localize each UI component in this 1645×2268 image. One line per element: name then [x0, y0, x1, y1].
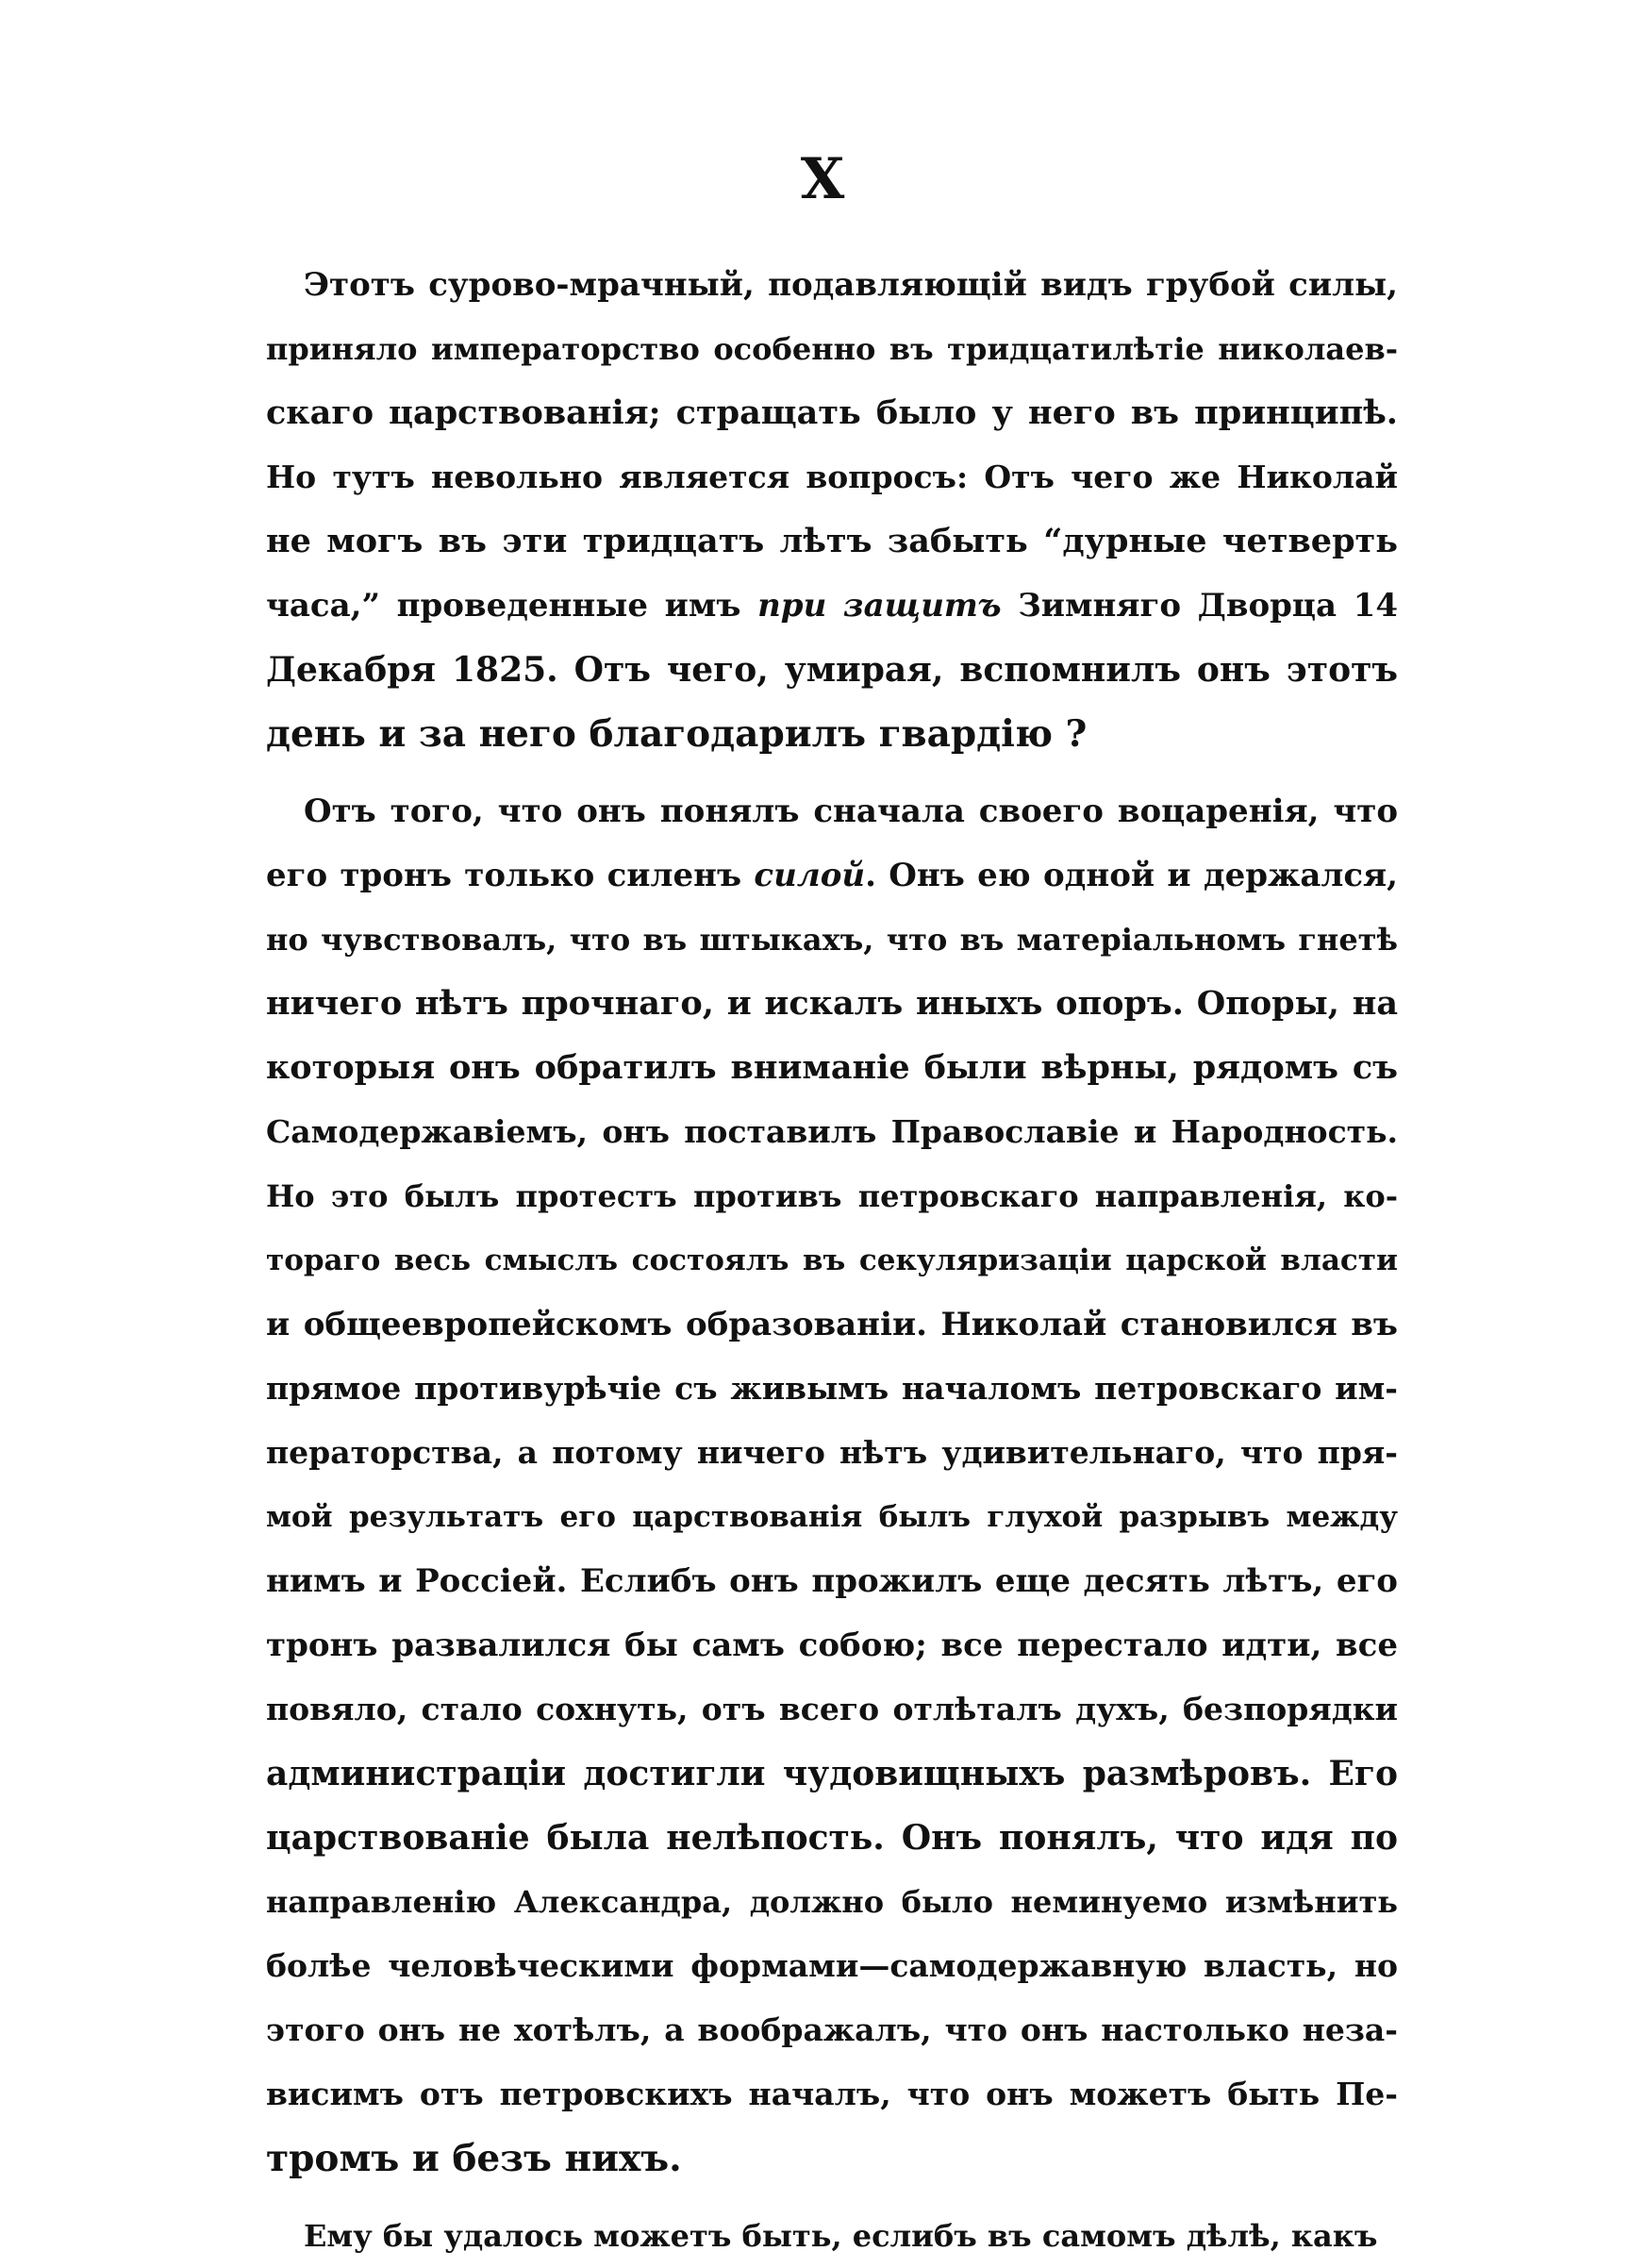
- line-segment: мой результатъ его царствованія былъ глухой разрывъ между: [266, 1500, 1398, 1534]
- text-line: [266, 1228, 1398, 1292]
- text-line: [266, 253, 1398, 317]
- text-line: [266, 574, 1398, 638]
- line-segment: скаго царствованія; стращать было у него въ принципѣ.: [266, 393, 1398, 432]
- text-line: [266, 1292, 1398, 1357]
- text-line: [266, 1485, 1398, 1549]
- line-segment: Этотъ сурово-мрачный, подавляющій видъ грубой силы,: [304, 266, 1398, 304]
- text-line: [266, 317, 1398, 381]
- text-line: [266, 972, 1398, 1036]
- line-segment: тронъ развалился бы самъ собою; все перестало идти, все: [266, 1626, 1398, 1664]
- emphasis-text: при защитъ: [757, 587, 1002, 625]
- text-line: [266, 1164, 1398, 1228]
- text-line: [266, 509, 1398, 574]
- line-segment: Но это былъ протестъ противъ петровскаго направленія, ко-: [266, 1178, 1398, 1214]
- text-line: [266, 1998, 1398, 2062]
- text-line: [266, 1613, 1398, 1677]
- line-segment: часа,” проведенные имъ: [266, 587, 758, 625]
- text-line: [266, 1870, 1398, 1934]
- text-line: [266, 843, 1398, 908]
- text-line: [266, 1806, 1398, 1870]
- page-number: X: [800, 146, 845, 212]
- text-line: [266, 1677, 1398, 1742]
- text-line: [266, 1934, 1398, 1998]
- line-segment: царствованіе была нелѣпость. Онъ понялъ, что идя по: [266, 1818, 1398, 1858]
- text-line: [266, 2062, 1398, 2126]
- line-segment: приняло императорство особенно въ тридцатилѣтіе николаев-: [266, 331, 1398, 367]
- line-segment: . Онъ ею одной и держался,: [865, 857, 1399, 894]
- text-line: [266, 2204, 1398, 2268]
- text-line: [266, 2126, 1398, 2191]
- text-line: [266, 779, 1398, 843]
- line-segment: но чувствовалъ, что въ штыкахъ, что въ матеріальномъ гнетѣ: [266, 922, 1398, 958]
- line-segment: день и за него благодарилъ гвардію ?: [266, 712, 1088, 756]
- text-line: [266, 1100, 1398, 1164]
- line-segment: ператорства, а потому ничего нѣтъ удивительнаго, что пря-: [266, 1434, 1398, 1471]
- text-line: [266, 1549, 1398, 1613]
- line-segment: тораго весь смыслъ состоялъ въ секуляризаціи царской власти: [266, 1243, 1398, 1277]
- emphasis-text: силой: [754, 857, 866, 894]
- line-segment: администраціи достигли чудовищныхъ размѣровъ. Его: [266, 1754, 1398, 1793]
- paragraph: [266, 779, 1398, 2191]
- line-segment: которыя онъ обратилъ вниманіе были вѣрны, рядомъ съ: [266, 1048, 1398, 1087]
- text-line: [266, 1357, 1398, 1421]
- line-segment: Ему бы удалось можетъ быть, еслибъ въ самомъ дѣлѣ, какъ: [304, 2218, 1378, 2254]
- line-segment: Декабря 1825. Отъ чего, умирая, вспомнилъ онъ этотъ: [266, 650, 1398, 690]
- line-segment: ничего нѣтъ прочнаго, и искалъ иныхъ опоръ. Опоры, на: [266, 984, 1398, 1023]
- line-segment: нимъ и Россіей. Еслибъ онъ прожилъ еще десять лѣтъ, его: [266, 1562, 1398, 1600]
- text-line: [266, 702, 1398, 766]
- text-line: [266, 638, 1398, 702]
- line-segment: и общеевропейскомъ образованіи. Николай становился въ: [266, 1306, 1398, 1343]
- paragraph: [266, 2204, 1398, 2268]
- line-segment: прямое противурѣчіе съ живымъ началомъ петровскаго им-: [266, 1370, 1398, 1407]
- line-segment: Но тутъ невольно является вопросъ: Отъ чего же Николай: [266, 459, 1398, 495]
- text-line: [266, 1421, 1398, 1485]
- line-segment: Самодержавіемъ, онъ поставилъ Православіе и Народность.: [266, 1113, 1398, 1150]
- line-segment: направленію Александра, должно было неминуемо измѣнить: [266, 1884, 1398, 1920]
- line-segment: тромъ и безъ нихъ.: [266, 2137, 682, 2180]
- body-text: [266, 253, 1398, 2268]
- line-segment: болѣе человѣческими формами—самодержавную власть, но: [266, 1947, 1398, 1984]
- text-line: [266, 1036, 1398, 1100]
- line-segment: не могъ въ эти тридцатъ лѣтъ забыть “дурные четверть: [266, 522, 1398, 560]
- text-line: [266, 1742, 1398, 1806]
- text-line: [266, 445, 1398, 509]
- paragraph: [266, 253, 1398, 766]
- line-segment: этого онъ не хотѣлъ, а воображалъ, что онъ настолько неза-: [266, 2011, 1398, 2048]
- line-segment: Зимняго Дворца 14: [1001, 587, 1398, 625]
- line-segment: повяло, стало сохнуть, отъ всего отлѣталъ духъ, безпорядки: [266, 1691, 1398, 1727]
- line-segment: Отъ того, что онъ понялъ сначала своего воцаренія, что: [304, 792, 1398, 830]
- text-line: [266, 908, 1398, 972]
- line-segment: его тронъ только силенъ: [266, 857, 755, 894]
- line-segment: висимъ отъ петровскихъ началъ, что онъ можетъ быть Пе-: [266, 2076, 1398, 2112]
- text-line: [266, 381, 1398, 445]
